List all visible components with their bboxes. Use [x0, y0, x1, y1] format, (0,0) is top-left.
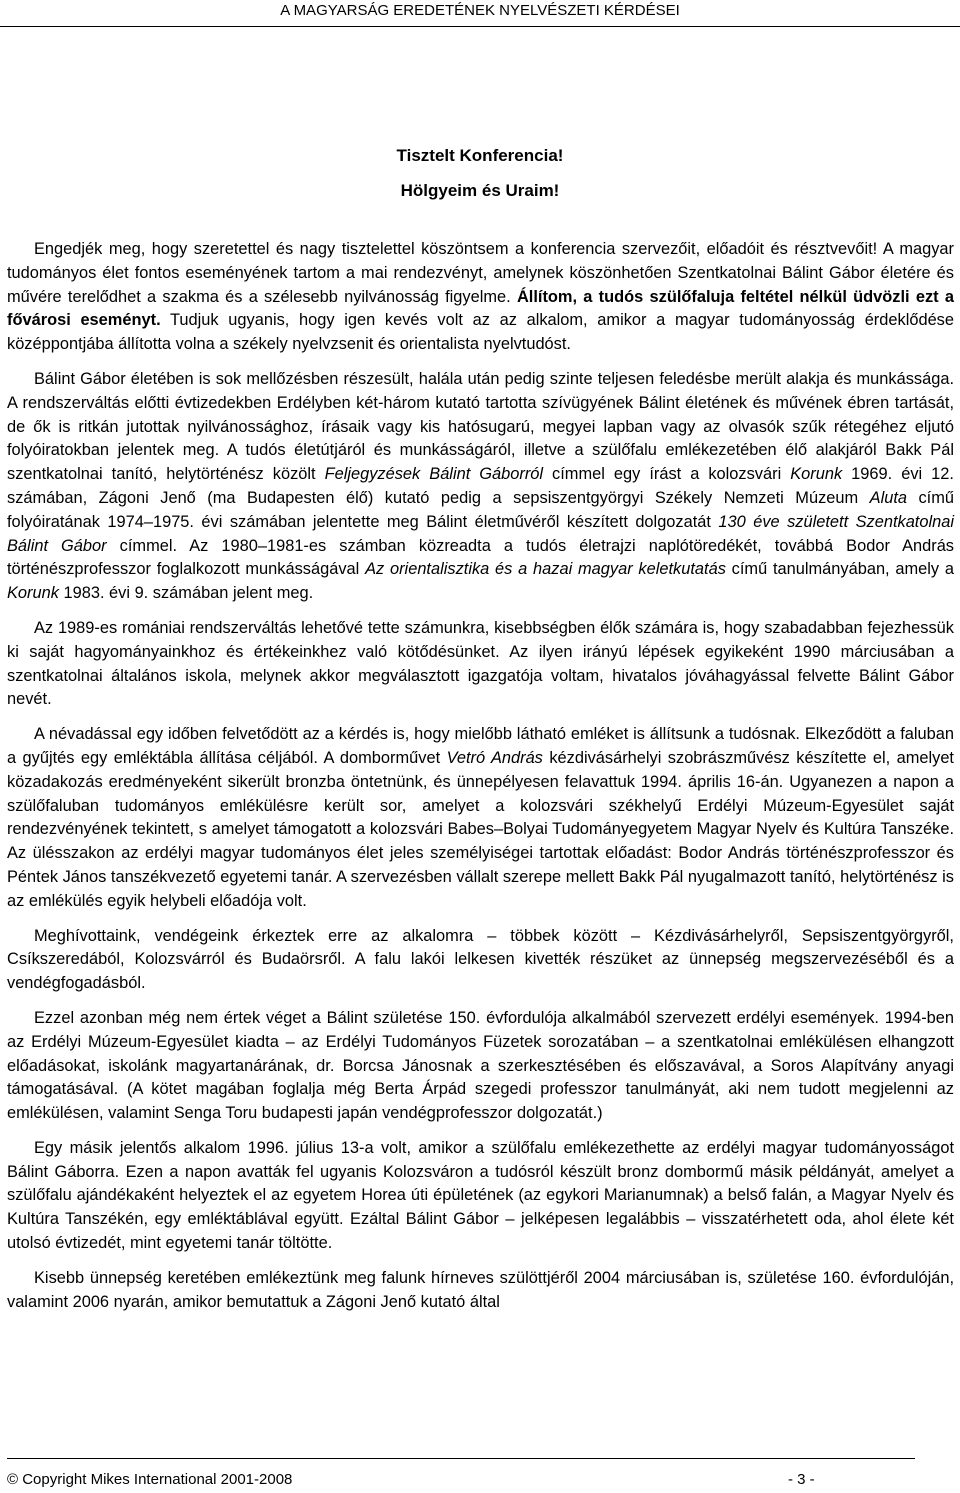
paragraph-8: Kisebb ünnepség keretében emlékeztünk meg falunk hírneves szülöttjéről 2004 márciusában is, születése 160. évfordulóján, valamint 2006 nyarán, amikor bemutattuk a Zágoni Jenő kutató által — [7, 1268, 954, 1311]
running-header-title: A MAGYARSÁG EREDETÉNEK NYELVÉSZETI KÉRDÉSEI — [280, 2, 680, 19]
title-korunk-2: Korunk — [7, 584, 59, 603]
paragraph-2 — [7, 368, 954, 606]
title-korunk: Korunk — [790, 465, 843, 484]
paragraph-2-text-e: címmel. Az 1980–1981-es számban közreadta a tudós életrajzi naplótöredékét, továbbá Bodor András történészprofesszor foglalkozott munkásságával — [7, 536, 954, 579]
running-header — [0, 0, 960, 27]
paragraph-2-text-f: című tanulmányában, amely a — [725, 560, 955, 579]
paragraph-2-text-g: 1983. évi 9. számában jelent meg. — [58, 584, 314, 603]
footer-copyright: © Copyright Mikes International 2001-2008 — [7, 1471, 293, 1488]
paragraph-2-text-d: című folyóiratának 1974–1975. évi számában jelentette meg Bálint életművéről készített dolgozatát — [7, 488, 954, 531]
paragraph-1 — [7, 238, 954, 357]
paragraph-2-text-c: 1969. évi 12. számában, Zágoni Jenő (ma Budapesten élő) kutató pedig a sepsiszentgyörgyi Székely Nemzeti Múzeum — [7, 465, 954, 507]
greeting-line-1: Tisztelt Konferencia! — [396, 146, 564, 165]
title-orientalisztika: Az orientalisztika és a hazai magyar keletkutatás — [365, 560, 726, 579]
paragraph-4 — [7, 723, 954, 913]
document-body — [7, 238, 954, 1325]
paragraph-5: Meghívottaink, vendégeink érkeztek erre az alkalomra – többek között – Kézdivásárhelyről, Sepsiszentgyörgyről, Csíkszeredából, Kolozsvárról és Budaörsről. A falu lakói lelkesen kivették részüket az ünnepség megszervezéséből és a vendégfogadásból. — [7, 926, 954, 993]
name-vetro-andras: Vetró András — [446, 748, 543, 767]
footer-divider — [7, 1458, 915, 1459]
paragraph-1-text-a: Engedjék meg, hogy szeretettel és nagy tisztelettel köszöntsem a konferencia szervezőit, előadóit és résztvevőit! A magyar tudományos élet fontos eseményének tartom a mai rendezvényt, amelynek köszönhetően Szentkatolnai Bálint Gábor életére és művére terelődhet a szakma és a szélesebb nyilvánosság figyelme. — [7, 240, 954, 306]
paragraph-1-bold-sentence: Állítom, a tudós szülőfaluja feltétel nélkül üdvözli ezt a fővárosi eseményt. — [7, 287, 954, 330]
title-aluta: Aluta — [869, 488, 907, 507]
paragraph-2-text-b: címmel egy írást a kolozsvári — [543, 465, 791, 484]
paragraph-6: Ezzel azonban még nem értek véget a Bálint születése 150. évfordulója alkalmából szervezett erdélyi események. 1994-ben az Erdélyi Múzeum-Egyesület kiadta – az Erdélyi Tudományos Füzetek sorozatában – a szentkatolnai emlékülésen elhangzott előadásokat, iskolánk magyartanárának, dr. Borcsa Jánosnak a szerkesztésében és előszavával, a Soros Alapítvány anyagi támogatásával. (A kötet magában foglalja még Berta Árpád szegedi professzor tanulmányát, aki nem tudott megjelenni az emlékülésen, valamint Senga Toru budapesti japán vendégprofesszor dolgozatát.) — [7, 1008, 954, 1123]
page-number: - 3 - — [788, 1471, 815, 1488]
paragraph-7: Egy másik jelentős alkalom 1996. július 13-a volt, amikor a szülőfalu emlékezethette az erdélyi magyar tudományosságot Bálint Gáborra. Ezen a napon avatták fel ugyanis Kolozsváron a tudósról készült bronz dombormű másik példányát, amelyet a szülőfalu ajándékaként helyeztek el az egyetem Horea úti épületének (az egykori Marianumnak) a belső falán, a Magyar Nyelv és Kultúra Tanszékén, egy emléktáblával együtt. Ezáltal Bálint Gábor – jelképesen legalábbis – visszatérhetett oda, ahol élete két utolsó évtizedét, mint egyetemi tanár töltötte. — [7, 1138, 954, 1253]
paragraph-2-text-a: Bálint Gábor életében is sok mellőzésben részesült, halála után pedig szinte teljesen feledésbe merült alakja és munkássága. A rendszerváltás előtti évtizedekben Erdélyben két-három kutató tartotta szívügyének Bálint életének és művének ébren tartását, de ők is ritkán jutottak nyilvánossághoz, írásaik vagy kis hatósugarú, megyei lapban vagy az olvasók szűk rétegéhez eljutó folyóiratokban jelentek meg. A tudós életútjáról és munkásságáról, illetve a szülőfalu emlékezetében élő alakjáról Bakk Pál szentkatolnai tanító, helytörténész közölt — [7, 369, 954, 484]
greeting-line-2: Hölgyeim és Uraim! — [400, 181, 560, 200]
paragraph-1-text-c: Tudjuk ugyanis, hogy igen kevés volt az az alkalom, amikor a magyar tudományosság érdeklődése középpontjába állította volna a székely nyelvzsenit és orientalista nyelvtudóst. — [7, 311, 954, 354]
title-feljegyzesek: Feljegyzések Bálint Gáborról — [324, 465, 544, 484]
title-130-eve: 130 éve született Szentkatolnai Bálint Gábor — [7, 512, 954, 555]
paragraph-3: Az 1989-es romániai rendszerváltás lehetővé tette számunkra, kisebbségben élők számára is, hogy szabadabban fejezhessük ki saját hagyományainkhoz és értékeinkhez való kötődésünket. Az ilyen irányú lépések egyikeként 1990 márciusában a szentkatolnai általános iskola, melynek akkor megválasztott igazgatója voltam, hivatalos jóváhagyással felvette Bálint Gábor nevét. — [7, 618, 954, 709]
paragraph-4-text-a: A névadással egy időben felvetődött az a kérdés is, hogy mielőbb látható emléket is állítsunk a tudósnak. Elkeződött a faluban a gyűjtés egy emléktábla állítása céljából. A domborművet — [7, 725, 954, 767]
paragraph-4-text-b: kézdivásárhelyi szobrászművész készítette el, amelyet közadakozás eredményeként sikerült bronzba öntetnünk, és ünnepélyesen felavattuk 1994. április 16-án. Ugyanezen a napon a szülőfaluban tudományos emlékülésre került sor, amelyet a kolozsvári székhelyű Erdélyi Múzeum-Egyesület saját rendezvényének tekintett, s amelyet támogatott a kolozsvári Babes–Bolyai Tudományegyetem Magyar Nyelv és Kultúra Tanszéke. Az ülésszakon az erdélyi magyar tudományos élet jeles személyiségei tartottak előadást: Bodor András történészprofesszor és Péntek János tanszékvezető egyetemi tanár. A szervezésben vállalt szerepe mellett Bakk Pál nyugalmazott tanító, helytörténész is az emlékülés egyik helybeli előadója volt. — [7, 748, 954, 910]
